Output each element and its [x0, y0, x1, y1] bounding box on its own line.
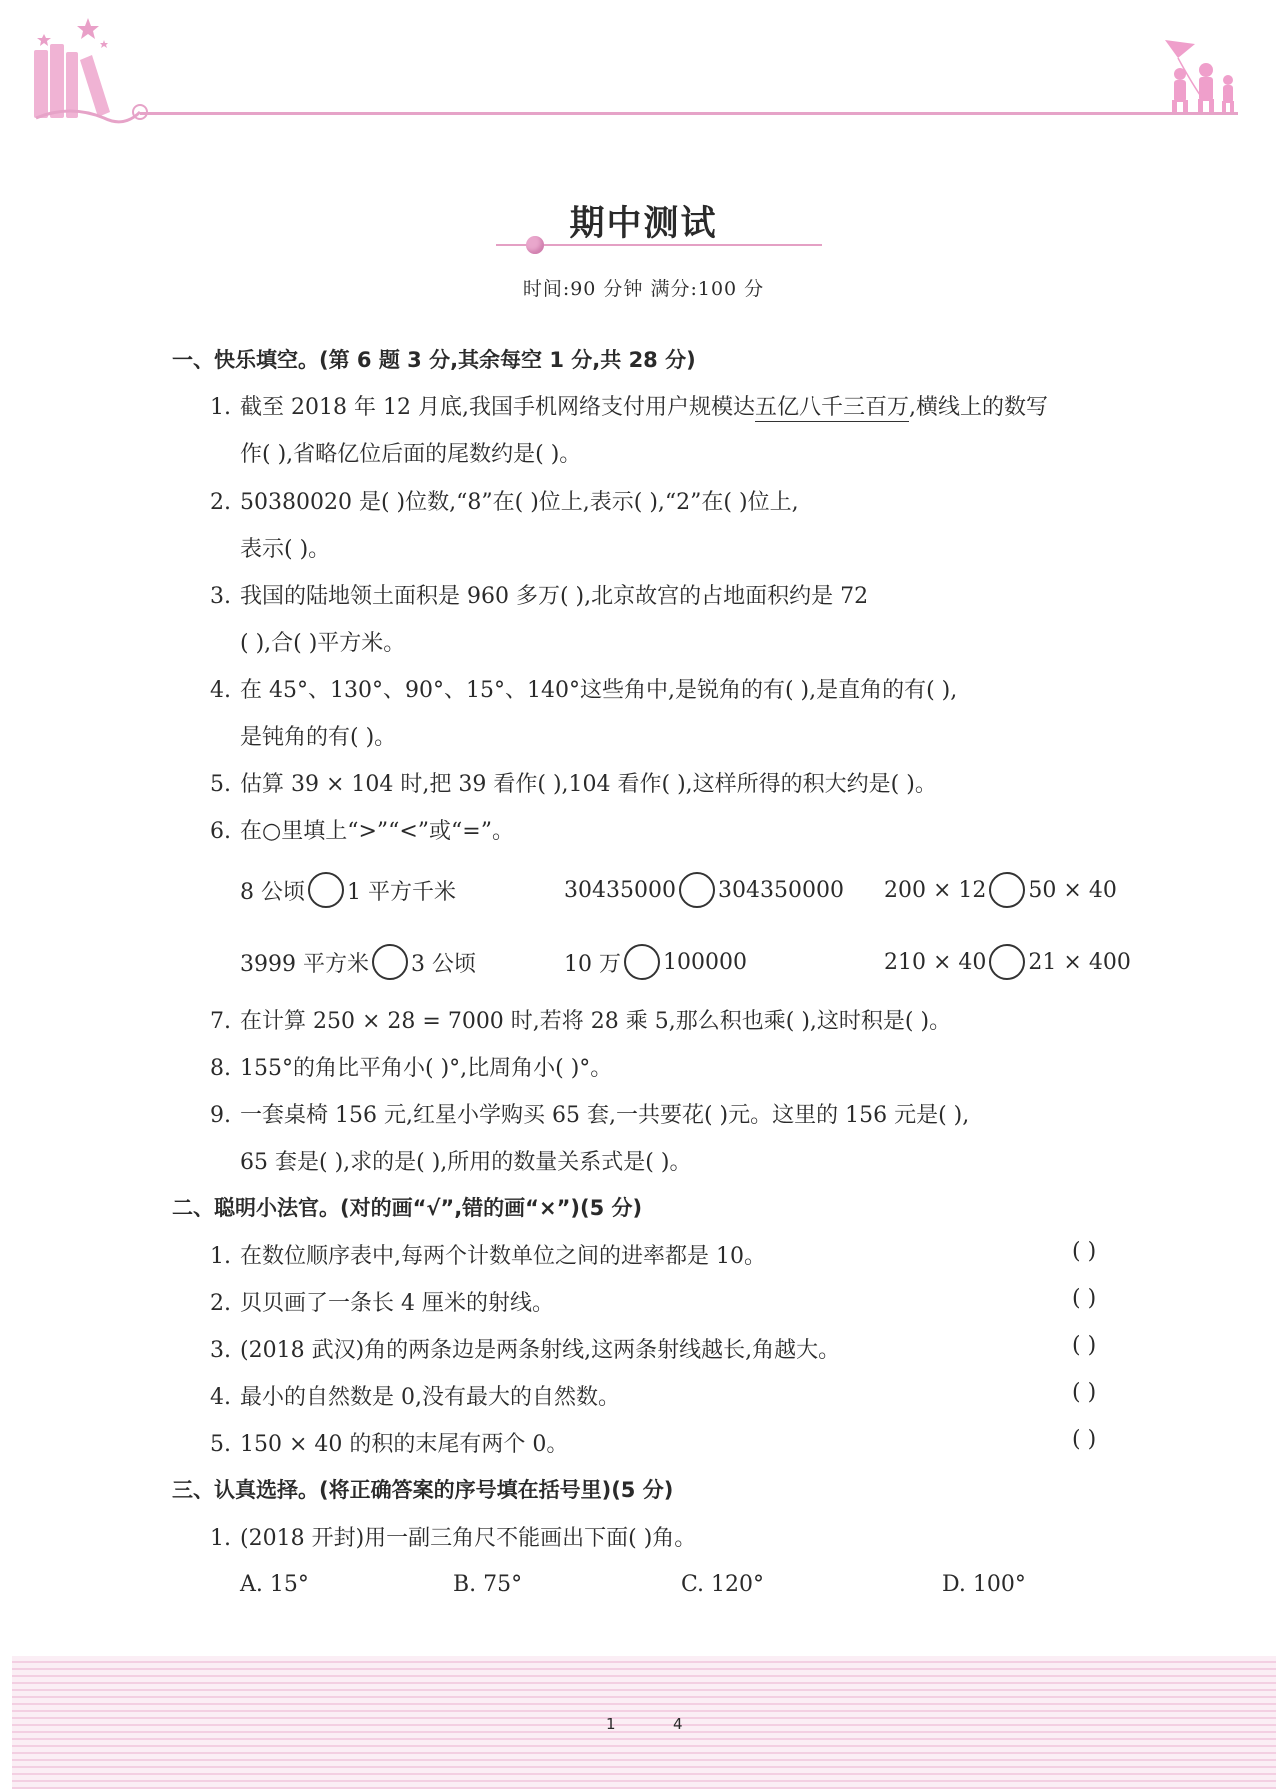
children-kite-silhouette-icon	[1165, 40, 1234, 115]
choice-a[interactable]: A. 15°	[240, 1572, 309, 1597]
tf-answer-paren[interactable]: ( )	[1072, 1286, 1097, 1311]
compare-item	[884, 944, 1131, 980]
compare-circle[interactable]	[989, 944, 1025, 980]
compare-item	[564, 944, 747, 980]
choice-c[interactable]: C. 120°	[681, 1572, 765, 1597]
q3-text: 我国的陆地领土面积是 960 多万( ),北京故宫的占地面积约是 72	[240, 584, 869, 609]
compare-item	[240, 944, 476, 980]
title-dot-icon	[526, 236, 544, 254]
compare-item	[884, 872, 1117, 908]
tf-text: 最小的自然数是 0,没有最大的自然数。	[240, 1385, 620, 1410]
title-underline	[496, 244, 822, 246]
q2-line2: 表示( )。	[240, 537, 331, 562]
q4-text: 在 45°、130°、90°、15°、140°这些角中,是锐角的有( ),是直角的有( ),	[240, 678, 958, 703]
q9-line2: 65 套是( ),求的是( ),所用的数量关系式是( )。	[240, 1150, 692, 1175]
tf-text: 150 × 40 的积的末尾有两个 0。	[240, 1432, 569, 1457]
tf-text: (2018 武汉)角的两条边是两条射线,这两条射线越长,角越大。	[240, 1338, 841, 1363]
compare-left: 8 公顷	[240, 879, 305, 905]
tf-answer-paren[interactable]: ( )	[1072, 1333, 1097, 1358]
exam-info: 时间:90 分钟 满分:100 分	[522, 278, 765, 300]
compare-circle[interactable]	[372, 944, 408, 980]
compare-left: 10 万	[564, 951, 621, 977]
tf-item	[210, 1380, 620, 1411]
choice-d[interactable]: D. 100°	[942, 1572, 1026, 1597]
q-number: 1.	[210, 395, 231, 420]
page-number-digit: 4	[673, 1715, 683, 1733]
tf-text: 贝贝画了一条长 4 厘米的射线。	[240, 1291, 554, 1316]
q-number: 9.	[210, 1103, 231, 1128]
q1-line1	[210, 390, 1048, 421]
q-number: 6.	[210, 819, 231, 844]
compare-right: 50 × 40	[1028, 877, 1117, 903]
section2-heading: 二、聪明小法官。(对的画“√”,错的画“×”)(5 分)	[172, 1196, 643, 1220]
compare-right: 21 × 400	[1028, 949, 1131, 975]
q-number: 4.	[210, 1385, 231, 1410]
compare-right: 1 平方千米	[347, 879, 456, 905]
q7-text: 在计算 250 × 28 = 7000 时,若将 28 乘 5,那么积也乘( ),这时积是( )。	[240, 1009, 952, 1034]
compare-item	[240, 872, 456, 908]
header-rule	[140, 112, 1238, 115]
q1-underlined: 五亿八千三百万	[754, 395, 909, 420]
q-number: 3.	[210, 1338, 231, 1363]
tf-answer-paren[interactable]: ( )	[1072, 1427, 1097, 1452]
q-number: 2.	[210, 490, 231, 515]
page-number-digit: 1	[606, 1715, 616, 1733]
compare-left: 210 × 40	[884, 949, 987, 975]
footer-stripes	[12, 1656, 1276, 1789]
q-number: 1.	[210, 1526, 231, 1551]
q1-text: 截至 2018 年 12 月底,我国手机网络支付用户规模达	[240, 395, 755, 420]
q6-text: 在○里填上“>”“<”或“=”。	[240, 819, 514, 844]
tf-item	[210, 1333, 840, 1364]
compare-circle[interactable]	[624, 944, 660, 980]
mc-question	[210, 1521, 696, 1552]
q4-line2: 是钝角的有( )。	[240, 725, 397, 750]
tf-item	[210, 1286, 554, 1317]
tf-answer-paren[interactable]: ( )	[1072, 1380, 1097, 1405]
tf-text: 在数位顺序表中,每两个计数单位之间的进率都是 10。	[240, 1244, 766, 1269]
tf-answer-paren[interactable]: ( )	[1072, 1239, 1097, 1264]
compare-right: 3 公顷	[410, 951, 476, 977]
tf-item	[210, 1427, 568, 1458]
q1-text-end: ,横线上的数写	[908, 395, 1048, 420]
q1-line2: 作( ),省略亿位后面的尾数约是( )。	[240, 442, 582, 467]
page-title: 期中测试	[569, 203, 718, 244]
q-number: 3.	[210, 584, 231, 609]
q3-line1	[210, 579, 868, 610]
q-number: 7.	[210, 1009, 231, 1034]
compare-circle[interactable]	[679, 872, 715, 908]
compare-item	[564, 872, 844, 908]
q-number: 5.	[210, 772, 231, 797]
q3-line2: ( ),合( )平方米。	[240, 631, 406, 656]
compare-right: 100000	[663, 949, 747, 975]
books-decoration-icon	[0, 0, 1287, 140]
section1-heading: 一、快乐填空。(第 6 题 3 分,其余每空 1 分,共 28 分)	[172, 348, 696, 372]
compare-circle[interactable]	[308, 872, 344, 908]
q-number: 5.	[210, 1432, 231, 1457]
q-number: 4.	[210, 678, 231, 703]
q7-line	[210, 1004, 951, 1035]
q-number: 1.	[210, 1244, 231, 1269]
mc-text: (2018 开封)用一副三角尺不能画出下面( )角。	[240, 1526, 697, 1551]
compare-right: 304350000	[717, 877, 844, 903]
q5-text: 估算 39 × 104 时,把 39 看作( ),104 看作( ),这样所得的积大约是( )。	[240, 772, 937, 797]
header-decoration	[0, 0, 1287, 140]
q6-line	[210, 814, 514, 845]
q9-line1	[210, 1098, 969, 1129]
q9-text: 一套桌椅 156 元,红星小学购买 65 套,一共要花( )元。这里的 156 元是( ),	[240, 1103, 970, 1128]
choice-b[interactable]: B. 75°	[453, 1572, 523, 1597]
q4-line1	[210, 673, 957, 704]
q2-line1	[210, 485, 799, 516]
compare-left: 30435000	[564, 877, 676, 903]
q-number: 8.	[210, 1056, 231, 1081]
section3-heading: 三、认真选择。(将正确答案的序号填在括号里)(5 分)	[172, 1478, 674, 1502]
tf-item	[210, 1239, 766, 1270]
compare-left: 3999 平方米	[240, 951, 369, 977]
q5-line	[210, 767, 937, 798]
q8-line	[210, 1051, 612, 1082]
q2-text: 50380020 是( )位数,“8”在( )位上,表示( ),“2”在( )位上,	[240, 490, 799, 515]
compare-circle[interactable]	[989, 872, 1025, 908]
q-number: 2.	[210, 1291, 231, 1316]
q8-text: 155°的角比平角小( )°,比周角小( )°。	[240, 1056, 613, 1081]
compare-left: 200 × 12	[884, 877, 987, 903]
